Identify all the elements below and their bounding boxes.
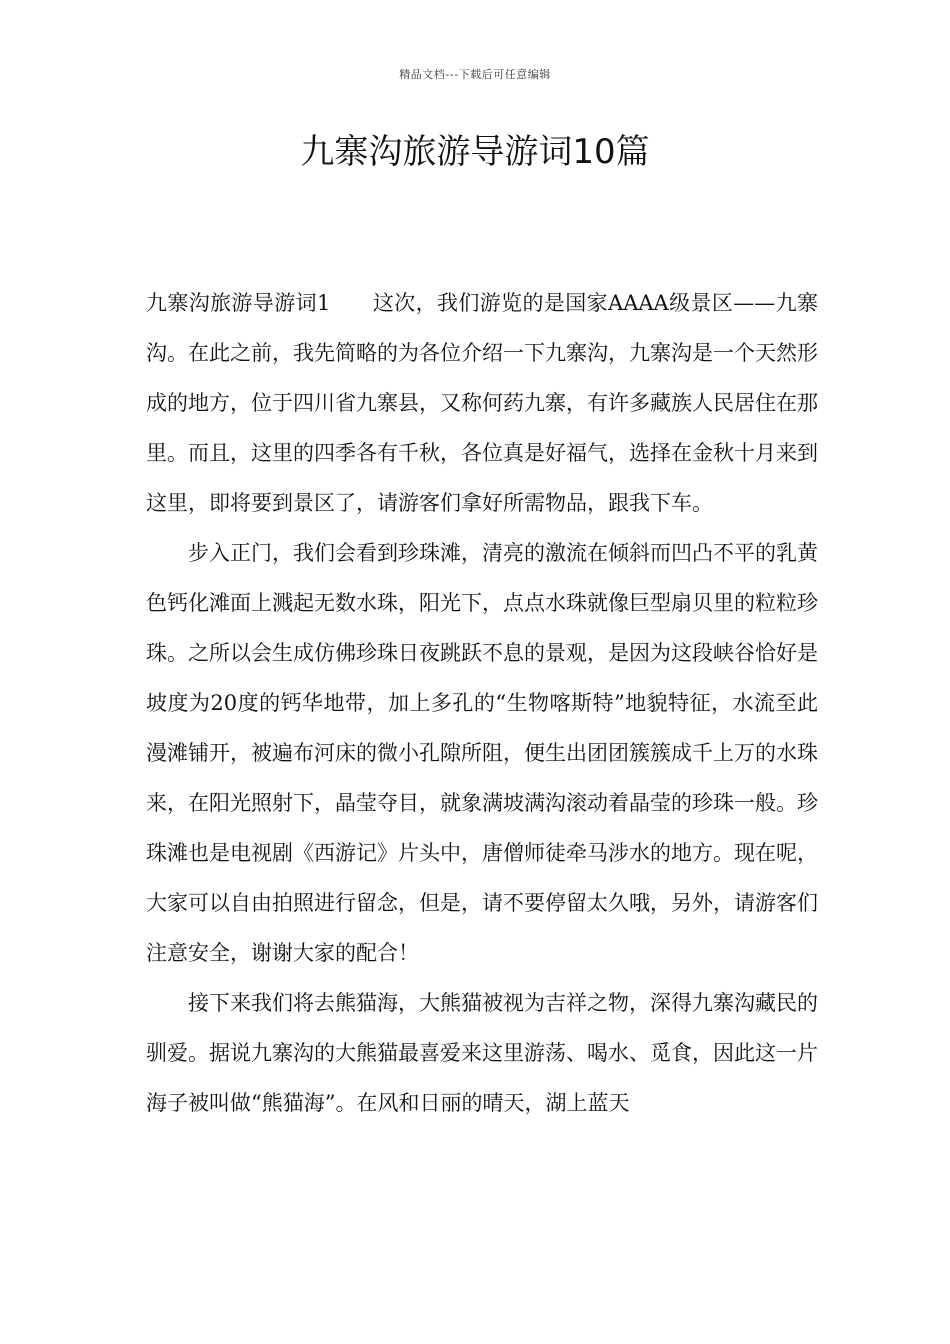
paragraph-1 — [146, 278, 818, 528]
section-label: 九寨沟旅游导游词1 — [146, 291, 331, 315]
document-body — [146, 278, 818, 1128]
paragraph-2: 步入正门，我们会看到珍珠滩，清亮的激流在倾斜而凹凸不平的乳黄色钙化滩面上溅起无数水珠，阳光下，点点水珠就像巨型扇贝里的粒粒珍珠。之所以会生成仿佛珍珠日夜跳跃不息的景观，是因为这段峡谷恰好是坡度为20度的钙华地带，加上多孔的“生物喀斯特”地貌特征，水流至此漫滩铺开，被遍布河床的微小孔隙所阻，便生出团团簇簇成千上万的水珠来，在阳光照射下，晶莹夺目，就象满坡满沟滚动着晶莹的珍珠一般。珍珠滩也是电视剧《西游记》片头中，唐僧师徒牵马涉水的地方。现在呢，大家可以自由拍照进行留念，但是，请不要停留太久哦，另外，请游客们注意安全，谢谢大家的配合！ — [146, 541, 818, 965]
header-note: 精品文档---下载后可任意编辑 — [399, 68, 551, 81]
paragraph-3: 接下来我们将去熊猫海，大熊猫被视为吉祥之物，深得九寨沟藏民的驯爱。据说九寨沟的大熊猫最喜爱来这里游荡、喝水、觅食，因此这一片海子被叫做“熊猫海”。在风和日丽的晴天，湖上蓝天 — [146, 991, 818, 1115]
paragraph-1-text: 这次，我们游览的是国家AAAA级景区——九寨沟。在此之前，我先简略的为各位介绍一下九寨沟，九寨沟是一个天然形成的地方，位于四川省九寨县，又称何药九寨，有许多藏族人民居住在那里。而且，这里的四季各有千秋，各位真是好福气，选择在金秋十月来到这里，即将要到景区了，请游客们拿好所需物品，跟我下车。 — [146, 291, 818, 515]
document-title: 九寨沟旅游导游词10篇 — [300, 132, 650, 172]
